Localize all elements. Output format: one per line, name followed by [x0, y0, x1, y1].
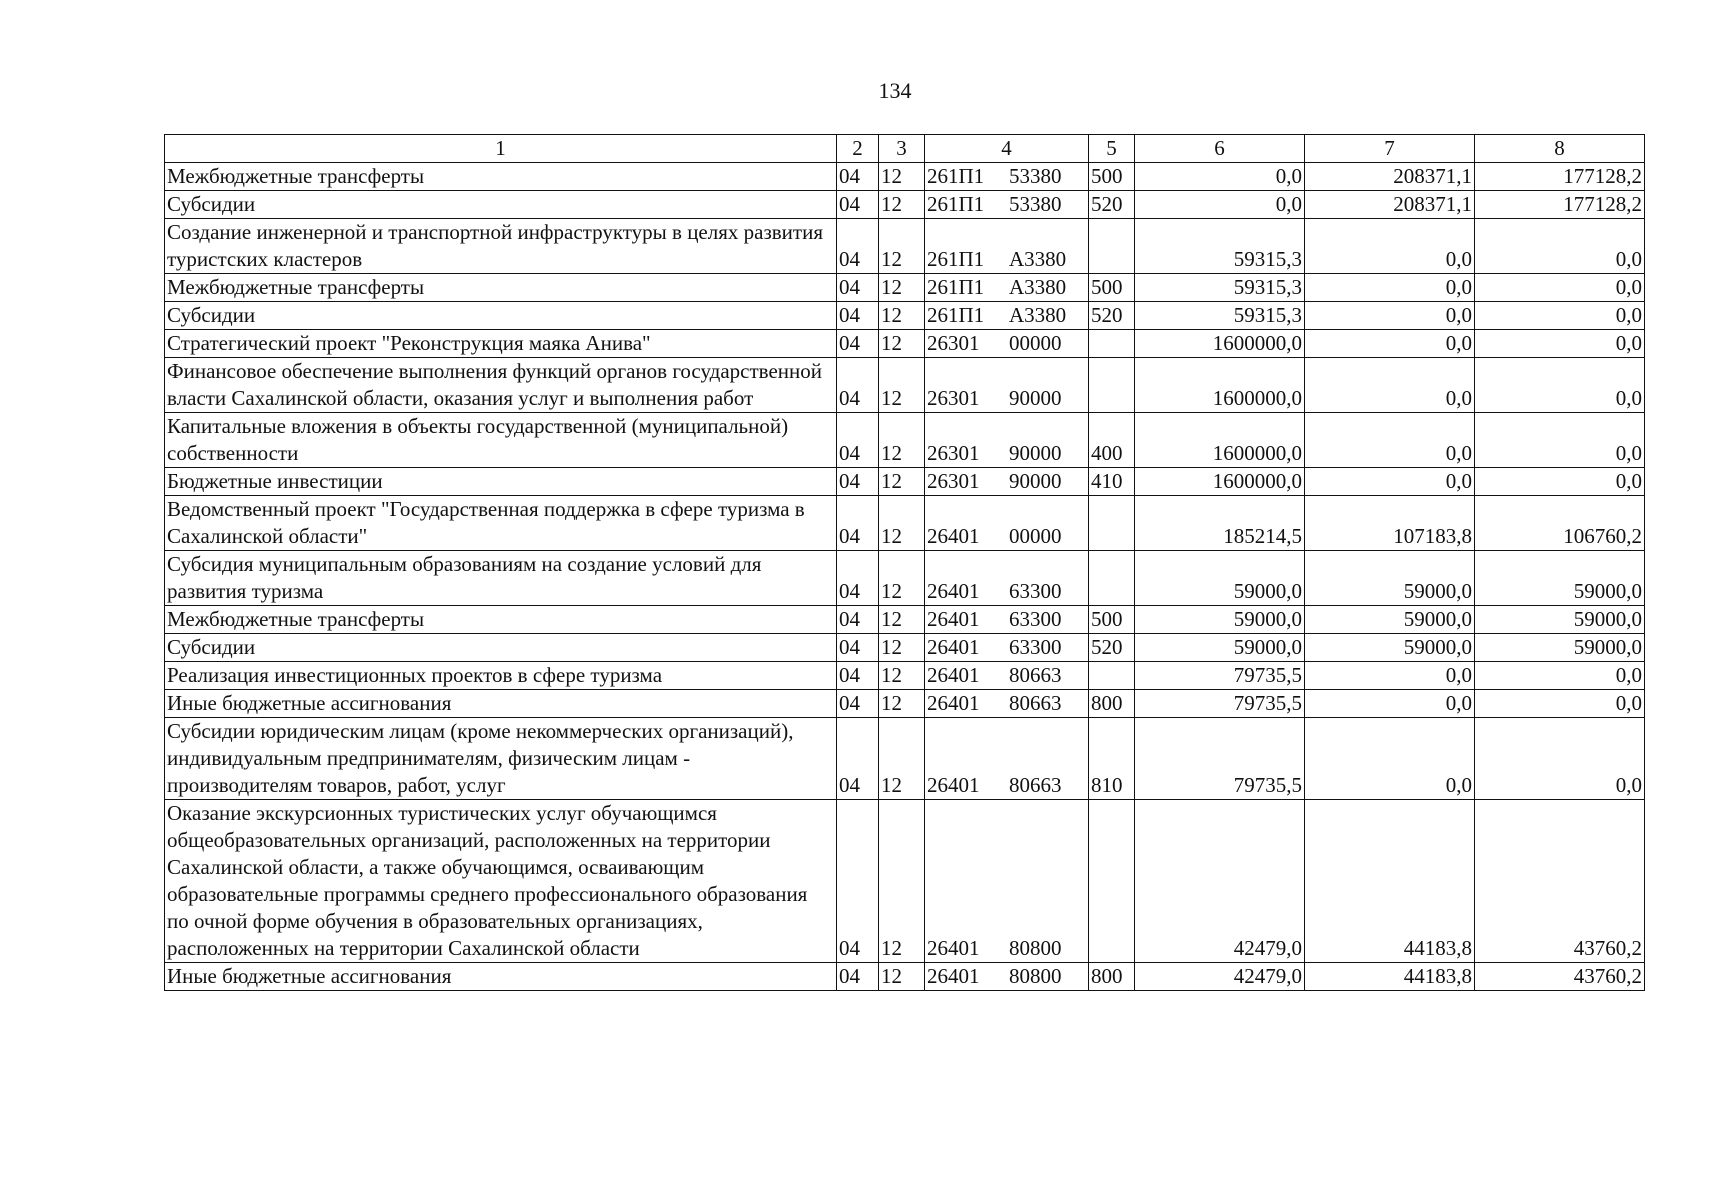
- amount-col7-cell: 0,0: [1305, 302, 1475, 330]
- subsection-code-cell: 12: [879, 496, 925, 551]
- col-header-8: 8: [1475, 135, 1645, 163]
- table-row: [165, 634, 1645, 662]
- target-article-direction-code: 63300: [1009, 635, 1062, 659]
- target-article-cell: [925, 191, 1089, 219]
- subsection-code-cell: 12: [879, 163, 925, 191]
- amount-col7-cell: 0,0: [1305, 330, 1475, 358]
- section-code-cell: 04: [837, 302, 879, 330]
- table-body: [165, 163, 1645, 991]
- amount-col7-cell: 107183,8: [1305, 496, 1475, 551]
- table-row: [165, 330, 1645, 358]
- amount-col6-cell: 79735,5: [1135, 718, 1305, 800]
- amount-col8-cell: 177128,2: [1475, 163, 1645, 191]
- table-row: [165, 662, 1645, 690]
- col-header-2: 2: [837, 135, 879, 163]
- amount-col7-cell: 59000,0: [1305, 634, 1475, 662]
- table-row: [165, 219, 1645, 274]
- subsection-code-cell: 12: [879, 468, 925, 496]
- amount-col6-cell: 0,0: [1135, 191, 1305, 219]
- target-article-cell: [925, 468, 1089, 496]
- amount-col8-cell: 0,0: [1475, 219, 1645, 274]
- target-article-program-code: 261П1: [927, 303, 985, 327]
- row-name-cell: Капитальные вложения в объекты государственной (муниципальной) собственности: [165, 413, 837, 468]
- target-article-direction-code: А3380: [1009, 275, 1067, 299]
- row-name-cell: Субсидии: [165, 634, 837, 662]
- amount-col7-cell: 0,0: [1305, 690, 1475, 718]
- amount-col8-cell: 0,0: [1475, 468, 1645, 496]
- row-name-cell: Иные бюджетные ассигнования: [165, 690, 837, 718]
- amount-col6-cell: 1600000,0: [1135, 358, 1305, 413]
- target-article-direction-code: 00000: [1009, 524, 1062, 548]
- section-code-cell: 04: [837, 718, 879, 800]
- section-code-cell: 04: [837, 219, 879, 274]
- subsection-code-cell: 12: [879, 963, 925, 991]
- amount-col7-cell: 59000,0: [1305, 606, 1475, 634]
- target-article-cell: [925, 606, 1089, 634]
- subsection-code-cell: 12: [879, 219, 925, 274]
- target-article-cell: [925, 330, 1089, 358]
- target-article-direction-code: 00000: [1009, 331, 1062, 355]
- amount-col6-cell: 59315,3: [1135, 219, 1305, 274]
- table-row: [165, 163, 1645, 191]
- amount-col7-cell: 0,0: [1305, 662, 1475, 690]
- target-article-program-code: 261П1: [927, 247, 985, 271]
- subsection-code-cell: 12: [879, 274, 925, 302]
- row-name-cell: Бюджетные инвестиции: [165, 468, 837, 496]
- target-article-cell: [925, 800, 1089, 963]
- section-code-cell: 04: [837, 468, 879, 496]
- expense-type-cell: [1089, 551, 1135, 606]
- target-article-direction-code: 80663: [1009, 663, 1062, 687]
- subsection-code-cell: 12: [879, 690, 925, 718]
- target-article-cell: [925, 358, 1089, 413]
- section-code-cell: 04: [837, 191, 879, 219]
- row-name-cell: Стратегический проект "Реконструкция маяка Анива": [165, 330, 837, 358]
- amount-col8-cell: 43760,2: [1475, 963, 1645, 991]
- amount-col7-cell: 0,0: [1305, 274, 1475, 302]
- amount-col6-cell: 1600000,0: [1135, 413, 1305, 468]
- amount-col8-cell: 0,0: [1475, 662, 1645, 690]
- target-article-direction-code: 80663: [1009, 691, 1062, 715]
- target-article-program-code: 26301: [927, 386, 980, 410]
- target-article-direction-code: 63300: [1009, 607, 1062, 631]
- row-name-cell: Создание инженерной и транспортной инфраструктуры в целях развития туристских кластеров: [165, 219, 837, 274]
- expense-type-cell: [1089, 219, 1135, 274]
- row-name-cell: Иные бюджетные ассигнования: [165, 963, 837, 991]
- target-article-program-code: 26401: [927, 964, 980, 988]
- col-header-1: 1: [165, 135, 837, 163]
- row-name-cell: Межбюджетные трансферты: [165, 274, 837, 302]
- table-row: [165, 800, 1645, 963]
- expense-type-cell: 520: [1089, 302, 1135, 330]
- row-name-cell: Оказание экскурсионных туристических услуг обучающимся общеобразовательных организаций, расположенных на территории Сахалинской области, а также обучающимся, осваивающим образовательные программы среднего профессионального образования по очной форме обучения в образовательных организациях, расположенных на территории Сахалинской области: [165, 800, 837, 963]
- target-article-cell: [925, 718, 1089, 800]
- row-name-cell: Финансовое обеспечение выполнения функций органов государственной власти Сахалинской области, оказания услуг и выполнения работ: [165, 358, 837, 413]
- target-article-cell: [925, 274, 1089, 302]
- amount-col7-cell: 0,0: [1305, 468, 1475, 496]
- table-row: [165, 963, 1645, 991]
- section-code-cell: 04: [837, 551, 879, 606]
- row-name-cell: Реализация инвестиционных проектов в сфере туризма: [165, 662, 837, 690]
- target-article-program-code: 26401: [927, 936, 980, 960]
- amount-col7-cell: 208371,1: [1305, 163, 1475, 191]
- target-article-program-code: 26401: [927, 524, 980, 548]
- section-code-cell: 04: [837, 413, 879, 468]
- target-article-direction-code: 53380: [1009, 164, 1062, 188]
- section-code-cell: 04: [837, 274, 879, 302]
- target-article-program-code: 26401: [927, 579, 980, 603]
- target-article-direction-code: 80800: [1009, 964, 1062, 988]
- col-header-4: 4: [925, 135, 1089, 163]
- target-article-program-code: 26401: [927, 691, 980, 715]
- target-article-direction-code: 80800: [1009, 936, 1062, 960]
- section-code-cell: 04: [837, 358, 879, 413]
- target-article-program-code: 26401: [927, 773, 980, 797]
- target-article-cell: [925, 496, 1089, 551]
- table-row: [165, 496, 1645, 551]
- expense-type-cell: 500: [1089, 163, 1135, 191]
- target-article-direction-code: 53380: [1009, 192, 1062, 216]
- target-article-cell: [925, 634, 1089, 662]
- amount-col6-cell: 59000,0: [1135, 551, 1305, 606]
- target-article-direction-code: 80663: [1009, 773, 1062, 797]
- row-name-cell: Субсидии: [165, 302, 837, 330]
- page-number: 134: [878, 78, 912, 103]
- amount-col6-cell: 1600000,0: [1135, 330, 1305, 358]
- row-name-cell: Ведомственный проект "Государственная поддержка в сфере туризма в Сахалинской области": [165, 496, 837, 551]
- subsection-code-cell: 12: [879, 606, 925, 634]
- table-row: [165, 413, 1645, 468]
- subsection-code-cell: 12: [879, 800, 925, 963]
- row-name-cell: Межбюджетные трансферты: [165, 163, 837, 191]
- target-article-program-code: 261П1: [927, 192, 985, 216]
- target-article-cell: [925, 963, 1089, 991]
- subsection-code-cell: 12: [879, 358, 925, 413]
- target-article-cell: [925, 219, 1089, 274]
- section-code-cell: 04: [837, 800, 879, 963]
- amount-col7-cell: 44183,8: [1305, 963, 1475, 991]
- amount-col8-cell: 59000,0: [1475, 606, 1645, 634]
- amount-col6-cell: 42479,0: [1135, 963, 1305, 991]
- target-article-direction-code: А3380: [1009, 303, 1067, 327]
- expense-type-cell: 800: [1089, 690, 1135, 718]
- section-code-cell: 04: [837, 634, 879, 662]
- subsection-code-cell: 12: [879, 634, 925, 662]
- expense-type-cell: [1089, 800, 1135, 963]
- table-row: [165, 358, 1645, 413]
- expense-type-cell: 500: [1089, 274, 1135, 302]
- expense-type-cell: 800: [1089, 963, 1135, 991]
- amount-col6-cell: 185214,5: [1135, 496, 1305, 551]
- expense-type-cell: 810: [1089, 718, 1135, 800]
- amount-col7-cell: 0,0: [1305, 413, 1475, 468]
- section-code-cell: 04: [837, 662, 879, 690]
- target-article-program-code: 261П1: [927, 164, 985, 188]
- amount-col6-cell: 42479,0: [1135, 800, 1305, 963]
- table-row: [165, 606, 1645, 634]
- expense-type-cell: [1089, 330, 1135, 358]
- amount-col8-cell: 0,0: [1475, 718, 1645, 800]
- target-article-cell: [925, 662, 1089, 690]
- table-row: [165, 191, 1645, 219]
- section-code-cell: 04: [837, 963, 879, 991]
- table-row: [165, 302, 1645, 330]
- amount-col7-cell: 0,0: [1305, 358, 1475, 413]
- target-article-cell: [925, 163, 1089, 191]
- table-row: [165, 551, 1645, 606]
- expense-type-cell: 400: [1089, 413, 1135, 468]
- amount-col6-cell: 79735,5: [1135, 662, 1305, 690]
- amount-col6-cell: 1600000,0: [1135, 468, 1305, 496]
- amount-col6-cell: 59315,3: [1135, 302, 1305, 330]
- row-name-cell: Субсидии юридическим лицам (кроме некоммерческих организаций), индивидуальным предпринимателям, физическим лицам - производителям товаров, работ, услуг: [165, 718, 837, 800]
- col-header-7: 7: [1305, 135, 1475, 163]
- amount-col8-cell: 0,0: [1475, 302, 1645, 330]
- target-article-program-code: 26401: [927, 663, 980, 687]
- target-article-program-code: 26401: [927, 635, 980, 659]
- subsection-code-cell: 12: [879, 330, 925, 358]
- expense-type-cell: [1089, 662, 1135, 690]
- target-article-direction-code: 90000: [1009, 469, 1062, 493]
- amount-col8-cell: 0,0: [1475, 413, 1645, 468]
- target-article-direction-code: 63300: [1009, 579, 1062, 603]
- amount-col8-cell: 0,0: [1475, 690, 1645, 718]
- row-name-cell: Субсидии: [165, 191, 837, 219]
- row-name-cell: Субсидия муниципальным образованиям на создание условий для развития туризма: [165, 551, 837, 606]
- target-article-program-code: 26401: [927, 607, 980, 631]
- expense-type-cell: 410: [1089, 468, 1135, 496]
- section-code-cell: 04: [837, 163, 879, 191]
- col-header-3: 3: [879, 135, 925, 163]
- expense-type-cell: 520: [1089, 191, 1135, 219]
- target-article-cell: [925, 690, 1089, 718]
- amount-col7-cell: 0,0: [1305, 718, 1475, 800]
- target-article-direction-code: А3380: [1009, 247, 1067, 271]
- target-article-cell: [925, 413, 1089, 468]
- amount-col8-cell: 0,0: [1475, 330, 1645, 358]
- amount-col7-cell: 59000,0: [1305, 551, 1475, 606]
- target-article-direction-code: 90000: [1009, 386, 1062, 410]
- target-article-program-code: 26301: [927, 441, 980, 465]
- table-row: [165, 690, 1645, 718]
- amount-col8-cell: 43760,2: [1475, 800, 1645, 963]
- amount-col6-cell: 59000,0: [1135, 634, 1305, 662]
- amount-col6-cell: 59315,3: [1135, 274, 1305, 302]
- section-code-cell: 04: [837, 606, 879, 634]
- table-row: [165, 718, 1645, 800]
- col-header-6: 6: [1135, 135, 1305, 163]
- amount-col6-cell: 0,0: [1135, 163, 1305, 191]
- amount-col8-cell: 59000,0: [1475, 551, 1645, 606]
- target-article-program-code: 261П1: [927, 275, 985, 299]
- section-code-cell: 04: [837, 690, 879, 718]
- amount-col8-cell: 59000,0: [1475, 634, 1645, 662]
- amount-col6-cell: 59000,0: [1135, 606, 1305, 634]
- amount-col8-cell: 106760,2: [1475, 496, 1645, 551]
- section-code-cell: 04: [837, 330, 879, 358]
- subsection-code-cell: 12: [879, 302, 925, 330]
- expense-type-cell: 520: [1089, 634, 1135, 662]
- row-name-cell: Межбюджетные трансферты: [165, 606, 837, 634]
- budget-table: [164, 134, 1645, 991]
- amount-col6-cell: 79735,5: [1135, 690, 1305, 718]
- expense-type-cell: [1089, 358, 1135, 413]
- subsection-code-cell: 12: [879, 662, 925, 690]
- target-article-program-code: 26301: [927, 331, 980, 355]
- target-article-cell: [925, 551, 1089, 606]
- amount-col8-cell: 177128,2: [1475, 191, 1645, 219]
- expense-type-cell: 500: [1089, 606, 1135, 634]
- subsection-code-cell: 12: [879, 551, 925, 606]
- subsection-code-cell: 12: [879, 191, 925, 219]
- subsection-code-cell: 12: [879, 413, 925, 468]
- subsection-code-cell: 12: [879, 718, 925, 800]
- col-header-5: 5: [1089, 135, 1135, 163]
- target-article-program-code: 26301: [927, 469, 980, 493]
- target-article-direction-code: 90000: [1009, 441, 1062, 465]
- amount-col7-cell: 0,0: [1305, 219, 1475, 274]
- amount-col8-cell: 0,0: [1475, 274, 1645, 302]
- amount-col8-cell: 0,0: [1475, 358, 1645, 413]
- column-number-row: [165, 135, 1645, 163]
- amount-col7-cell: 44183,8: [1305, 800, 1475, 963]
- amount-col7-cell: 208371,1: [1305, 191, 1475, 219]
- expense-type-cell: [1089, 496, 1135, 551]
- section-code-cell: 04: [837, 496, 879, 551]
- table-row: [165, 274, 1645, 302]
- table-row: [165, 468, 1645, 496]
- target-article-cell: [925, 302, 1089, 330]
